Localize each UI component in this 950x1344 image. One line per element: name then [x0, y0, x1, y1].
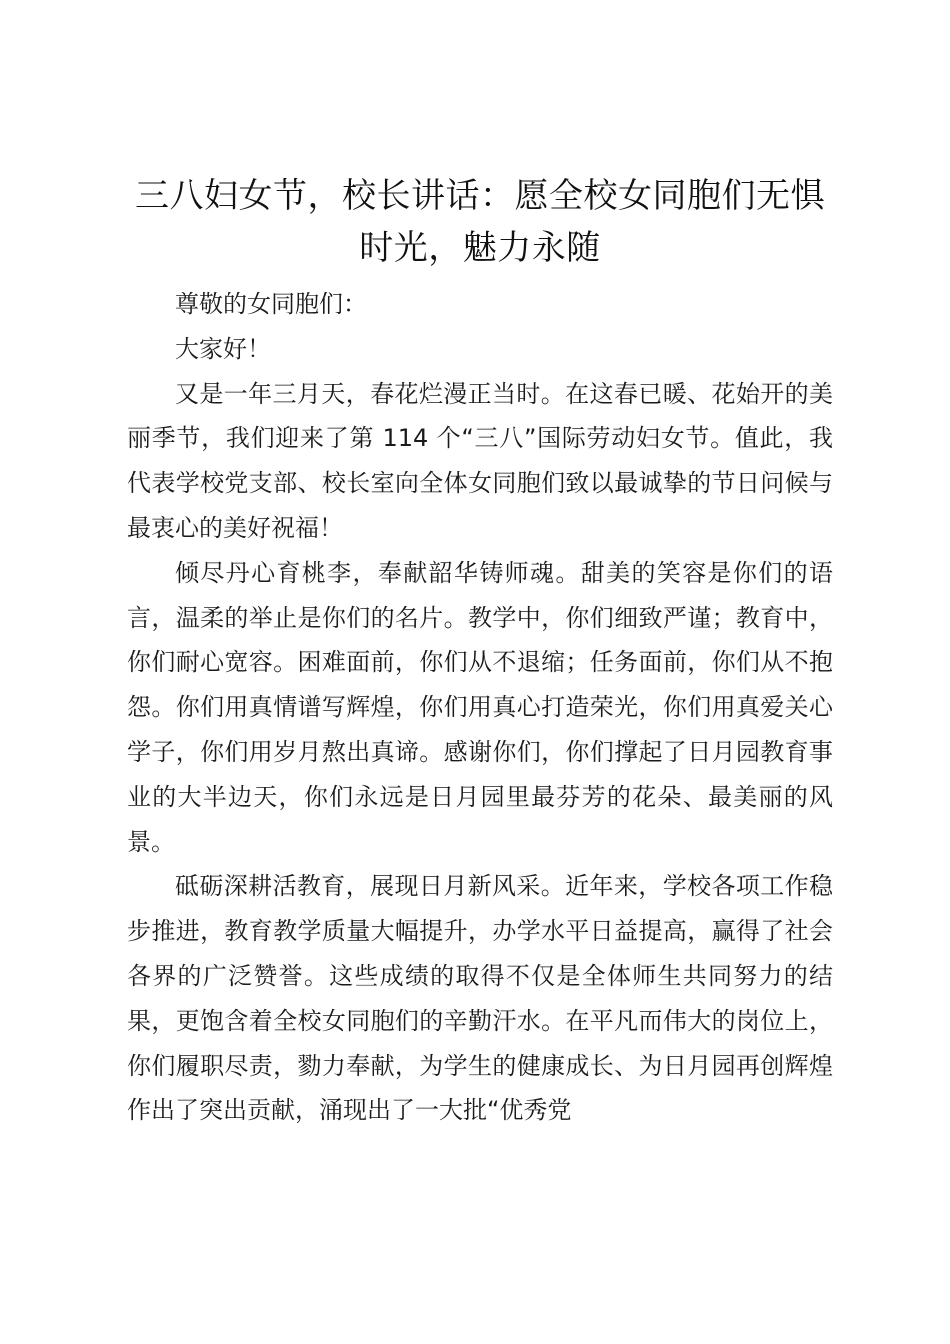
paragraph-opening: 又是一年三月天，春花烂漫正当时。在这春已暖、花始开的美丽季节，我们迎来了第 114 个“三八”国际劳动妇女节。值此，我代表学校党支部、校长室向全体女同胞们致以最诚挚的节日问候与最衷心的美好祝福！ — [127, 379, 833, 542]
greeting: 大家好！ — [175, 334, 271, 363]
document-page — [127, 170, 833, 1133]
document-title: 三八妇女节，校长讲话：愿全校女同胞们无惧时光，魅力永随 — [135, 176, 825, 268]
salutation: 尊敬的女同胞们： — [175, 290, 367, 318]
paragraph-dedication: 倾尽丹心育桃李，奉献韶华铸师魂。甜美的笑容是你们的语言，温柔的举止是你们的名片。教学中，你们细致严谨；教育中，你们耐心宽容。困难面前，你们从不退缩；任务面前，你们从不抱怨。你们用真情谱写辉煌，你们用真心打造荣光，你们用真爱关心学子，你们用岁月熬出真谛。感谢你们，你们撑起了日月园教育事业的大半边天，你们永远是日月园里最芬芳的花朵、最美丽的风景。 — [127, 558, 833, 856]
document-body — [127, 282, 833, 1133]
paragraph-achievements: 砥砺深耕活教育，展现日月新风采。近年来，学校各项工作稳步推进，教育教学质量大幅提升，办学水平日益提高，赢得了社会各界的广泛赞誉。这些成绩的取得不仅是全体师生共同努力的结果，更饱含着全校女同胞们的辛勤汗水。在平凡而伟大的岗位上，你们履职尽责，勠力奉献，为学生的健康成长、为日月园再创辉煌作出了突出贡献，涌现出了一大批“优秀党 — [127, 872, 833, 1125]
